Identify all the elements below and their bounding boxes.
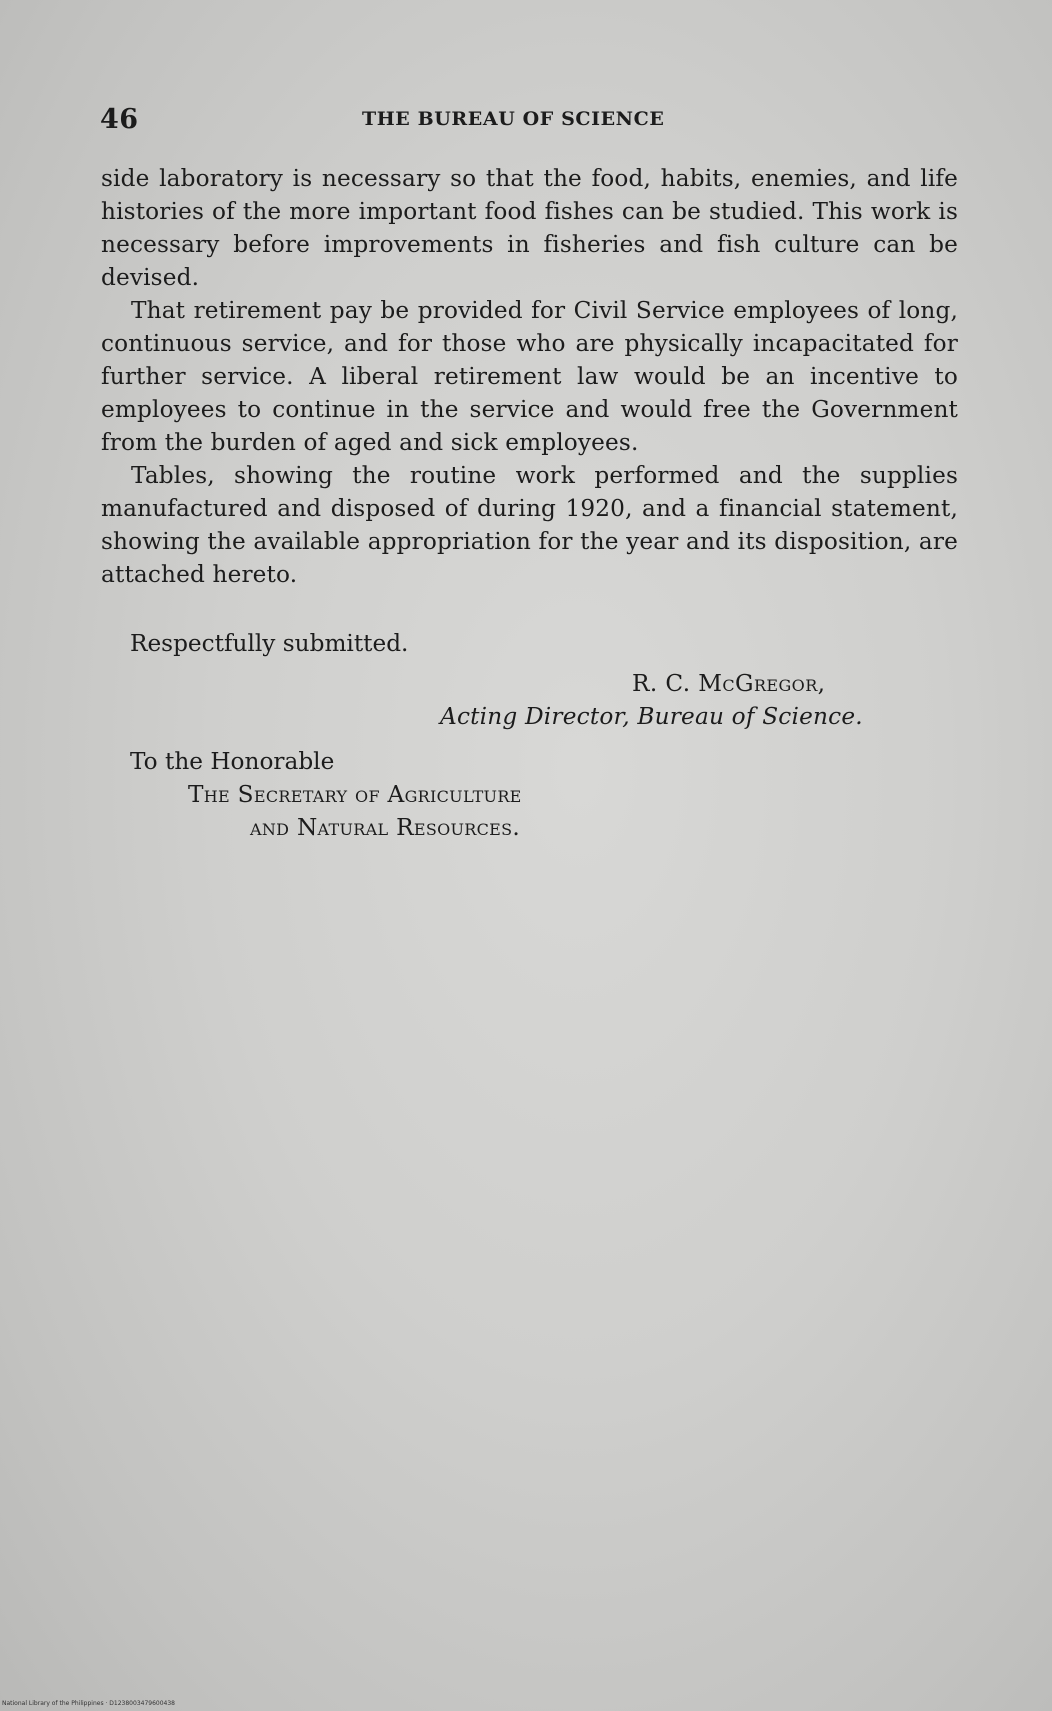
body-text	[101, 162, 958, 591]
signer-name: R. C. McGregor,	[632, 670, 826, 697]
addressee-line-2: The Secretary of Agriculture	[188, 781, 522, 808]
paragraph-2: That retirement pay be provided for Civil Service employees of long, continuous service, and for those who are physically incapacitated for further service. A liberal retirement law would be an incentive to employees to continue in the service and would free the Government from the burden of aged and sick employees.	[101, 297, 958, 456]
paragraph-3: Tables, showing the routine work performed and the supplies manufactured and disposed of during 1920, and a financial statement, showing the available appropriation for the year and its disposition, are attached hereto.	[101, 462, 958, 588]
page-number: 46	[100, 104, 139, 135]
paragraph-1: side laboratory is necessary so that the food, habits, enemies, and life histories of the more important food fishes can be studied. This work is necessary before improvements in fisheries and fish culture can be devised.	[101, 165, 958, 291]
addressee-line-1: To the Honorable	[130, 748, 335, 775]
page-header	[100, 104, 960, 144]
scan-credit: National Library of the Philippines · D1238003479600438	[2, 1700, 175, 1707]
complimentary-close: Respectfully submitted.	[130, 630, 409, 657]
signer-title: Acting Director, Bureau of Science.	[440, 703, 863, 730]
addressee-line-3: and Natural Resources.	[250, 814, 521, 841]
running-head: THE BUREAU OF SCIENCE	[362, 108, 665, 130]
